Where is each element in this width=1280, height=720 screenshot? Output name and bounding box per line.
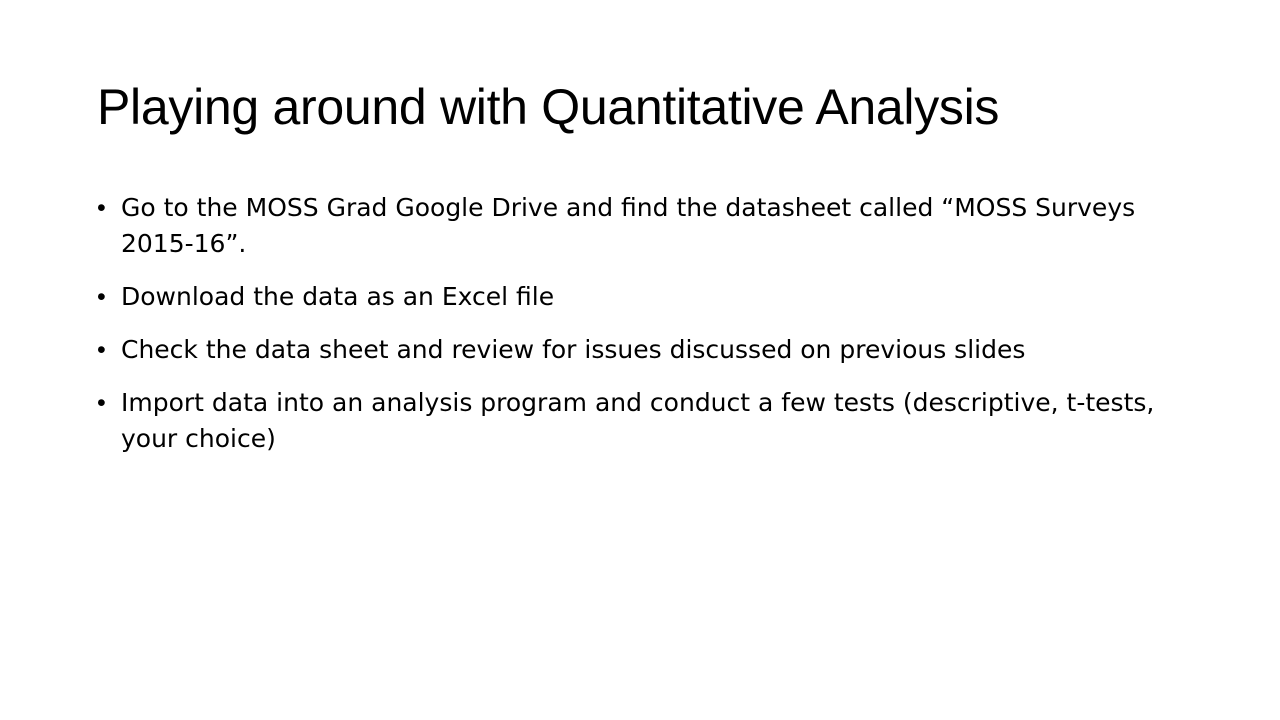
bullet-text: Check the data sheet and review for issues discussed on previous slides xyxy=(121,335,1026,364)
bullet-dot-icon: • xyxy=(97,389,106,417)
bullet-dot-icon: • xyxy=(97,283,106,311)
bullet-dot-icon: • xyxy=(97,194,106,222)
bullet-text: Import data into an analysis program and conduct a few tests (descriptive, t-tests, your choice) xyxy=(121,388,1155,453)
bullet-item-3 xyxy=(97,332,1157,368)
bullet-item-1 xyxy=(97,190,1157,262)
bullet-dot-icon: • xyxy=(97,336,106,364)
bullet-item-2 xyxy=(97,279,1157,315)
bullet-text: Download the data as an Excel file xyxy=(121,282,555,311)
slide-title: Playing around with Quantitative Analysis xyxy=(97,79,1000,135)
bullet-item-4 xyxy=(97,385,1157,457)
bullet-text: Go to the MOSS Grad Google Drive and find the datasheet called “MOSS Surveys 2015-16”. xyxy=(121,193,1136,258)
bullet-list xyxy=(97,190,1157,474)
